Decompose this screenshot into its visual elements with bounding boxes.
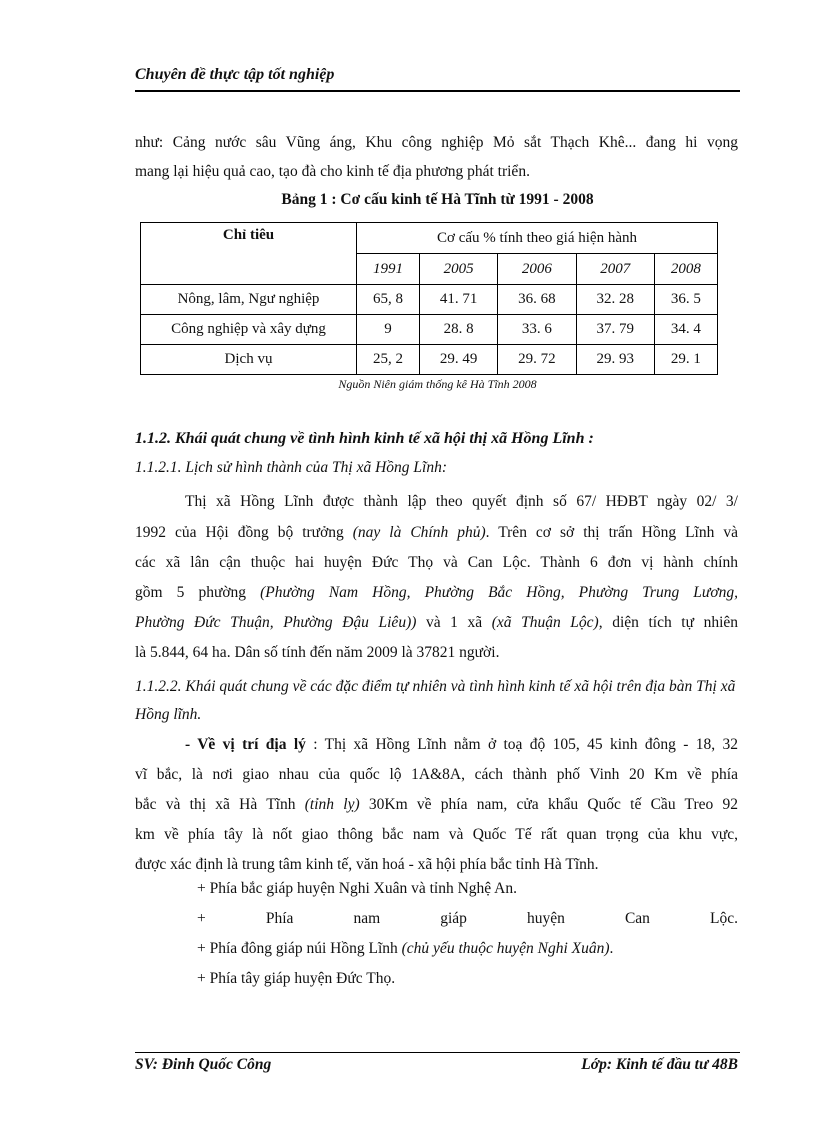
text-run: . Trên cơ sở thị trấn Hồng Lĩnh và <box>485 524 738 541</box>
value-cell: 32. 28 <box>576 285 654 315</box>
row-label: Công nghiệp và xây dựng <box>141 315 357 345</box>
row-label: Dịch vụ <box>141 345 357 375</box>
value-cell: 36. 68 <box>498 285 576 315</box>
value-cell: 41. 71 <box>420 285 498 315</box>
text-run: + Phía đông giáp núi Hồng Lĩnh <box>197 940 402 957</box>
value-cell: 29. 93 <box>576 345 654 375</box>
location-line-1 <box>135 730 738 759</box>
history-line-1: Thị xã Hồng Lĩnh được thành lập theo quyết định số 67/ HĐBT ngày 02/ 3/ <box>185 493 738 510</box>
table-row <box>141 285 718 315</box>
location-line-4: km về phía tây là nốt giao thông bắc nam và Quốc Tế rất quan trọng của khu vực, <box>135 826 738 843</box>
text-run: Phường Đức Thuận, Phường Đậu Liêu)) <box>135 614 417 631</box>
text-run: (nay là Chính phủ) <box>352 524 486 541</box>
text-run: : Thị xã Hồng Lĩnh nằm ở toạ độ 105, 45 kinh đông - 18, 32 <box>305 736 739 753</box>
border-east <box>197 940 738 958</box>
year-cell: 1991 <box>357 254 420 285</box>
year-cell: 2005 <box>420 254 498 285</box>
border-west: + Phía tây giáp huyện Đức Thọ. <box>197 970 396 987</box>
value-cell: 28. 8 <box>420 315 498 345</box>
location-line-3 <box>135 790 738 819</box>
value-cell: 33. 6 <box>498 315 576 345</box>
value-cell: 37. 79 <box>576 315 654 345</box>
footer-rule <box>135 1052 740 1053</box>
section-heading-1121: 1.1.2.1. Lịch sử hình thành của Thị xã Hồng Lĩnh: <box>135 459 447 476</box>
year-cell: 2007 <box>576 254 654 285</box>
section-heading-1122: 1.1.2.2. Khái quát chung về các đặc điểm tự nhiên và tình hình kinh tế xã hội trên địa bàn Thị xã Hồng lĩnh. <box>135 678 736 723</box>
text-run: 1992 của Hội đồng bộ trưởng <box>135 524 353 541</box>
text-run: - Về vị trí địa lý <box>185 736 306 753</box>
economic-structure-table <box>140 222 718 375</box>
value-cell: 29. 72 <box>498 345 576 375</box>
history-line-5 <box>135 608 738 637</box>
table-source: Nguồn Niên giám thống kê Hà Tĩnh 2008 <box>338 377 537 391</box>
text-run: bắc và thị xã Hà Tĩnh <box>135 796 305 813</box>
text-run: (Phường Nam Hồng, Phường Bắc Hồng, Phường Trung Lương, <box>260 584 739 601</box>
history-line-2 <box>135 518 738 547</box>
section-heading-112: 1.1.2. Khái quát chung về tình hình kinh tế xã hội thị xã Hồng Lĩnh : <box>135 430 594 447</box>
value-cell: 29. 1 <box>654 345 717 375</box>
text-run: và 1 xã <box>416 614 492 631</box>
text-run: gồm 5 phường <box>135 584 261 601</box>
table-title: Bảng 1 : Cơ cấu kinh tế Hà Tĩnh từ 1991 - 2008 <box>281 191 594 208</box>
value-cell: 65, 8 <box>357 285 420 315</box>
footer-student: SV: Đinh Quốc Công <box>135 1056 272 1073</box>
page-header: Chuyên đề thực tập tốt nghiệp <box>135 66 335 83</box>
header-label: Chỉ tiêu <box>141 223 357 285</box>
text-run: (chủ yếu thuộc huyện Nghi Xuân) <box>401 940 610 957</box>
header-group: Cơ cấu % tính theo giá hiện hành <box>357 223 718 254</box>
value-cell: 34. 4 <box>654 315 717 345</box>
history-line-3: các xã lân cận thuộc hai huyện Đức Thọ và Can Lộc. Thành 6 đơn vị hành chính <box>135 554 738 571</box>
year-cell: 2008 <box>654 254 717 285</box>
border-north: + Phía bắc giáp huyện Nghi Xuân và tỉnh Nghệ An. <box>197 880 517 897</box>
value-cell: 9 <box>357 315 420 345</box>
table-row <box>141 345 718 375</box>
row-label: Nông, lâm, Ngư nghiệp <box>141 285 357 315</box>
history-line-4 <box>135 578 738 607</box>
year-cell: 2006 <box>498 254 576 285</box>
location-line-2: vĩ bắc, là nơi giao nhau của quốc lộ 1A&8A, cách thành phố Vinh 20 Km về phía <box>135 766 738 783</box>
text-run: 30Km về phía nam, cửa khẩu Quốc tế Cầu Treo 92 <box>359 796 739 813</box>
footer-class: Lớp: Kinh tế đầu tư 48B <box>581 1056 738 1073</box>
text-run: , diện tích tự nhiên <box>598 614 739 631</box>
text-run: (xã Thuận Lộc) <box>491 614 599 631</box>
value-cell: 36. 5 <box>654 285 717 315</box>
text-run: (tỉnh lỵ) <box>304 796 360 813</box>
intro-line-2: mang lại hiệu quả cao, tạo đà cho kinh tế địa phương phát triển. <box>135 163 530 180</box>
intro-line-1: như: Cảng nước sâu Vũng áng, Khu công nghiệp Mỏ sắt Thạch Khê... đang hi vọng <box>135 134 738 151</box>
history-line-6: là 5.844, 64 ha. Dân số tính đến năm 2009 là 37821 người. <box>135 644 500 661</box>
value-cell: 29. 49 <box>420 345 498 375</box>
value-cell: 25, 2 <box>357 345 420 375</box>
table-row <box>141 315 718 345</box>
border-south: + Phía nam giáp huyện Can Lộc. <box>197 910 738 927</box>
text-run: . <box>609 940 614 957</box>
header-rule <box>135 90 740 92</box>
location-line-5: được xác định là trung tâm kinh tế, văn hoá - xã hội phía bắc tỉnh Hà Tĩnh. <box>135 856 599 873</box>
